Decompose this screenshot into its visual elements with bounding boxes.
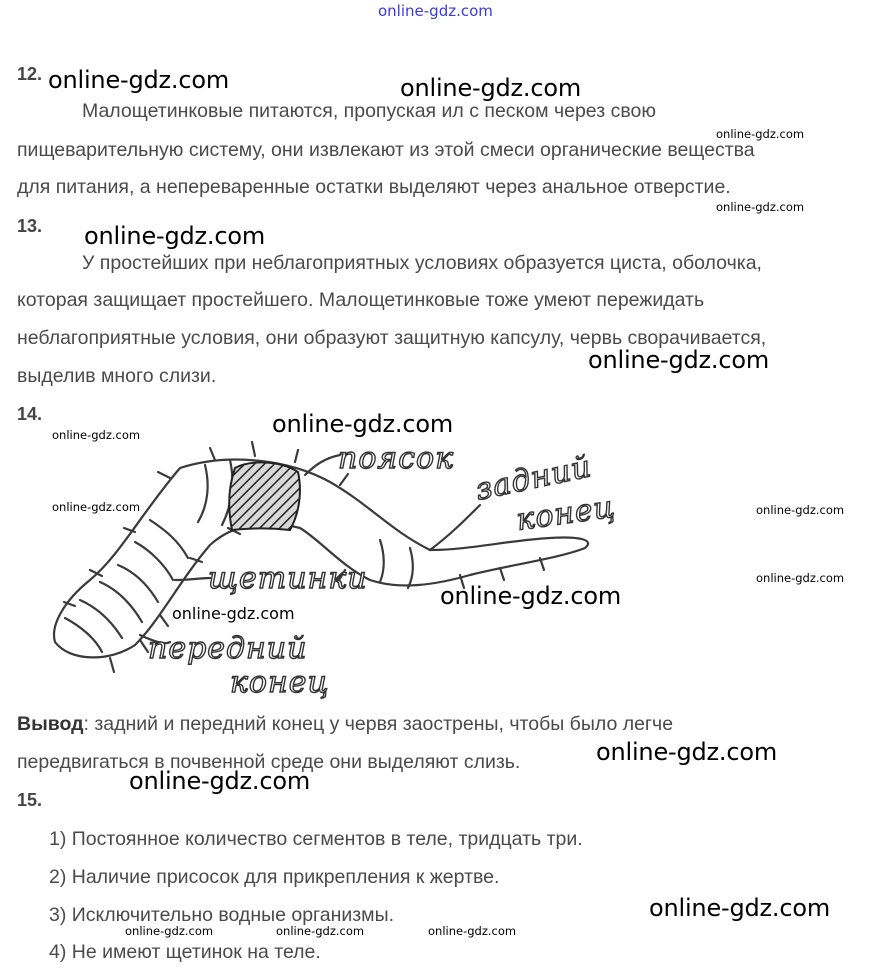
watermark-small: online-gdz.com	[172, 604, 295, 623]
q13-line-1: У простейших при неблагоприятных условиях образуется циста, оболочка,	[82, 252, 762, 274]
watermark-small: online-gdz.com	[756, 571, 845, 585]
q13-line-3: неблагоприятные условия, они образуют защитную капсулу, червь сворачивается,	[17, 327, 767, 349]
watermark-large: online-gdz.com	[596, 738, 778, 766]
watermark-large: online-gdz.com	[440, 582, 622, 610]
watermark-small: online-gdz.com	[52, 500, 141, 514]
watermark-small: online-gdz.com	[428, 924, 517, 938]
watermark-top: online-gdz.com	[378, 2, 493, 20]
watermark-small: online-gdz.com	[716, 200, 805, 214]
watermark-large: online-gdz.com	[48, 66, 230, 94]
q15-item-2: 2) Наличие присосок для прикрепления к жертве.	[49, 866, 500, 888]
q12-line-1: Малощетинковые питаются, пропуская ил с песком через свою	[82, 100, 656, 122]
label-belt: поясок	[338, 441, 455, 476]
q15-item-3: 3) Исключительно водные организмы.	[49, 904, 395, 926]
question-13-number: 13.	[17, 216, 43, 236]
q13-line-2: которая защищает простейшего. Малощетинковые тоже умеют пережидать	[17, 289, 705, 311]
label-bristles: щетинки	[208, 561, 368, 596]
conclusion-label: Вывод	[17, 713, 84, 735]
question-15-number: 15.	[17, 790, 43, 810]
watermark-small: online-gdz.com	[276, 924, 365, 938]
watermark-large: online-gdz.com	[588, 346, 770, 374]
label-front-1: передний	[148, 631, 308, 666]
watermark-small: online-gdz.com	[125, 924, 214, 938]
conclusion-text-1: : задний и передний конец у червя заострены, чтобы было легче	[83, 713, 674, 735]
watermark-large: online-gdz.com	[272, 410, 454, 438]
label-rear-1: задний	[472, 449, 595, 508]
watermark-small: online-gdz.com	[716, 127, 805, 141]
watermark-small: online-gdz.com	[52, 428, 141, 442]
watermark-large: online-gdz.com	[129, 767, 311, 795]
label-rear-2: конец	[514, 489, 618, 538]
earthworm-drawing	[40, 430, 640, 710]
conclusion-line-1	[17, 713, 673, 736]
watermark-large: online-gdz.com	[649, 894, 831, 922]
q12-line-2: пищеварительную систему, они извлекают из этой смеси органические вещества	[17, 139, 755, 161]
q13-line-4: выделив много слизи.	[17, 365, 217, 387]
q15-item-1: 1) Постоянное количество сегментов в теле, тридцать три.	[49, 828, 583, 850]
belt-shape	[229, 462, 300, 530]
conclusion-line-2: передвигаться в почвенной среде они выделяют слизь.	[17, 751, 521, 773]
watermark-large: online-gdz.com	[84, 222, 266, 250]
watermark-small: online-gdz.com	[756, 503, 845, 517]
label-front-2: конец	[230, 665, 330, 700]
question-14-number: 14.	[17, 404, 43, 424]
question-12-number: 12.	[17, 64, 43, 84]
watermark-large: online-gdz.com	[400, 74, 582, 102]
q12-line-3: для питания, а непереваренные остатки выделяют через анальное отверстие.	[17, 176, 731, 198]
q15-item-4: 4) Не имеют щетинок на теле.	[49, 941, 321, 963]
